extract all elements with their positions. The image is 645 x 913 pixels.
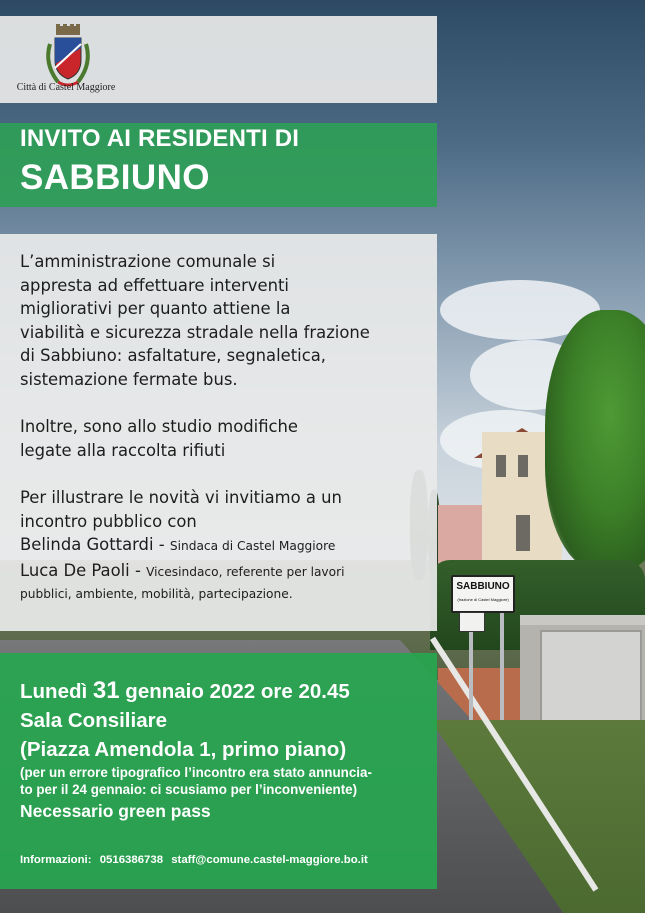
event-date [20, 676, 435, 706]
paragraph-gap [20, 391, 430, 415]
body-line: appresta ad effettuare interventi [20, 275, 289, 295]
event-note-line-2: to per il 24 gennaio: ci scusiamo per l’inconveniente) [20, 782, 358, 797]
body-line: migliorativi per quanto attiene la [20, 299, 291, 318]
house-window [496, 455, 506, 477]
event-date-rest: gennaio 2022 ore 20.45 [125, 680, 350, 703]
info-label: Informazioni: [20, 854, 92, 866]
body-line: sistemazione fermate bus. [20, 369, 238, 389]
body-line: Per illustrare le novità vi invitiamo a un [20, 488, 342, 507]
house-window [516, 515, 530, 551]
event-venue: Sala Consiliare [20, 709, 167, 732]
speaker-2 [20, 559, 430, 585]
town-sign-name: SABBIUNO [456, 581, 510, 592]
sign-post [500, 605, 504, 720]
town-sign-subtext: (frazione di Castel Maggiore) [457, 597, 509, 602]
small-road-sign [459, 612, 485, 632]
body-line: di Sabbiuno: asfaltature, segnaletica, [20, 346, 326, 365]
title-line-1: INVITO AI RESIDENTI DI [20, 125, 300, 152]
body-text [20, 250, 430, 604]
coat-of-arms-icon [44, 24, 92, 90]
event-note-line-1: (per un errore tipografico l’incontro era stato annuncia- [20, 765, 372, 780]
green-pass-notice: Necessario green pass [20, 801, 211, 821]
speaker-2-name: Luca De Paoli - [20, 560, 141, 580]
body-line: legate alla raccolta rifiuti [20, 440, 226, 460]
speaker-2-role-continued: pubblici, ambiente, mobilità, partecipazione. [20, 587, 293, 601]
house-window [518, 455, 528, 477]
city-name: Città di Castel Maggiore [16, 82, 116, 93]
tree [545, 310, 645, 570]
event-day: 31 [92, 677, 120, 704]
town-sign [451, 575, 515, 613]
body-line: L’amministrazione comunale si [20, 252, 276, 271]
body-line: incontro pubblico con [20, 511, 197, 531]
body-line: Inoltre, sono allo studio modifiche [20, 417, 299, 436]
event-address: (Piazza Amendola 1, primo piano) [20, 738, 347, 761]
speaker-1-name: Belinda Gottardi - [20, 535, 165, 554]
event-details [20, 676, 435, 824]
contact-info [20, 854, 368, 866]
paragraph-gap [20, 462, 430, 486]
speaker-1 [20, 533, 430, 559]
event-weekday: Lunedì [20, 680, 88, 703]
speaker-1-role: Sindaca di Castel Maggiore [169, 539, 336, 553]
speaker-2-role: Vicesindaco, referente per lavori [146, 564, 345, 579]
info-email: staff@comune.castel-maggiore.bo.it [171, 854, 368, 866]
body-line: viabilità e sicurezza stradale nella frazione [20, 322, 370, 342]
info-phone: 0516386738 [99, 854, 164, 866]
title-line-2: SABBIUNO [20, 158, 210, 197]
